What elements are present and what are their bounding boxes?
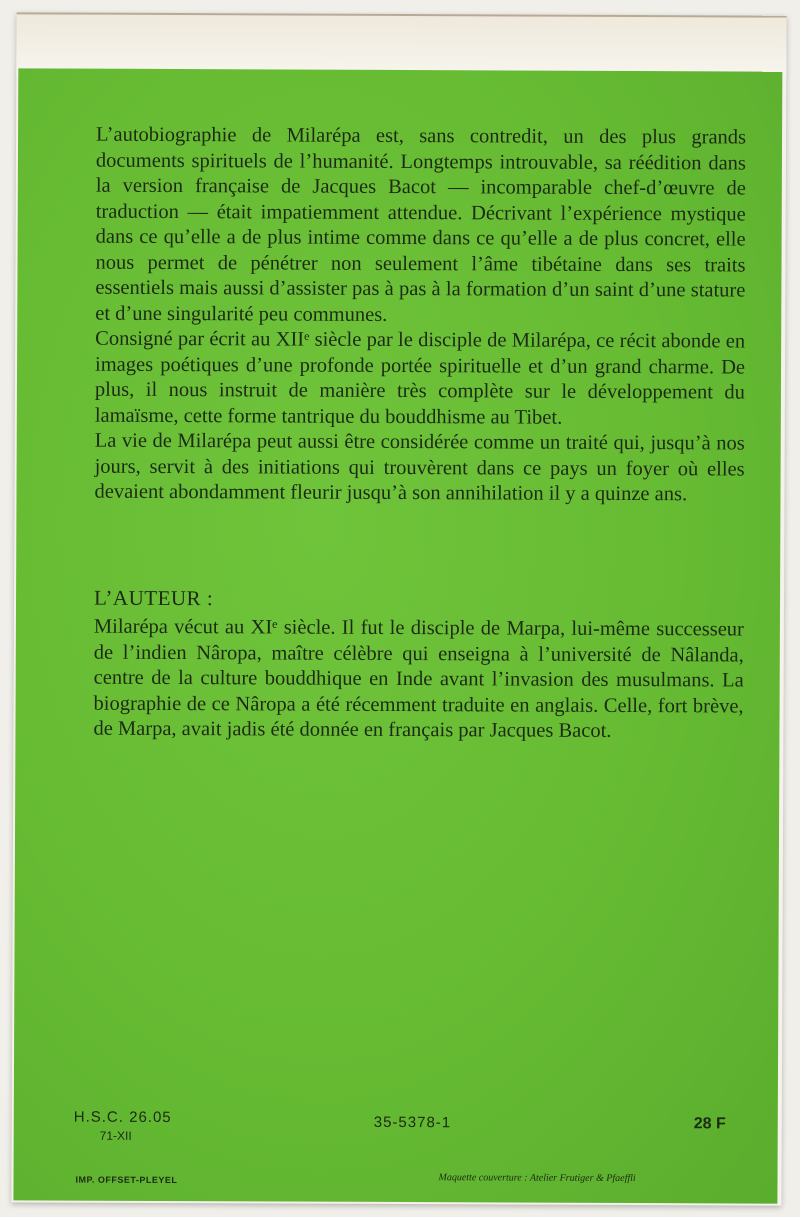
- author-paragraph: Milarépa vécut au XIᵉ siècle. Il fut le disciple de Marpa, lui-même successeur de l’indien Nâropa, maître célèbre qui enseigna à l’université de Nâlanda, centre de la culture bouddhique en Inde avant l’invasion des musulmans. La biographie de ce Nâropa a été récemment traduite en anglais. Celle, fort brève, de Marpa, avait jadis été donnée en français par Jacques Bacot.: [93, 615, 744, 742]
- description-paragraph-1: L’autobiographie de Milarépa est, sans contredit, un des plus grands documents spirituels de l’humanité. Longtemps introuvable, sa réédition dans la version française de Jacques Bacot — incomparable chef-d’œuvre de traduction — était impatiemment attendue. Décrivant l’expérience mystique dans ce qu’elle a de plus intime comme dans ce qu’elle a de plus concret, elle nous permet de pénétrer non seulement l’âme tibétaine dans ses traits essentiels mais aussi d’assister pas à pas à la formation d’un saint d’une stature et d’une singularité peu communes.: [95, 123, 747, 326]
- cover-footer: [14, 1108, 778, 1186]
- description-paragraph-3: La vie de Milarépa peut aussi être considérée comme un traité qui, jusqu’à nos jours, servit à des initiations qui trouvèrent dans ce pays un foyer où elles devaient abondamment fleurir jusqu’à son annihilation il y a quinze ans.: [94, 429, 745, 506]
- description-text: [94, 123, 746, 508]
- price-label: 28 F: [693, 1115, 726, 1133]
- catalog-subcode: 71-XII: [99, 1128, 132, 1143]
- design-credit: Maquette couverture : Atelier Frutiger & Pfaeffli: [438, 1172, 636, 1185]
- author-heading: L’AUTEUR :: [93, 585, 214, 611]
- green-cover-panel: [13, 68, 782, 1203]
- printer-credit: IMP. OFFSET-PLEYEL: [75, 1174, 178, 1186]
- book-back-cover: [11, 12, 786, 1205]
- catalog-code: H.S.C. 26.05: [73, 1108, 172, 1127]
- isbn-number: 35-5378-1: [373, 1113, 452, 1132]
- description-paragraph-2: Consigné par écrit au XIIᵉ siècle par le disciple de Milarépa, ce récit abonde en images poétiques d’une profonde portée spirituelle et d’un grand charme. De plus, il nous instruit de manière très complète sur le développement du lamaïsme, cette forme tantrique du bouddhisme au Tibet.: [94, 327, 746, 429]
